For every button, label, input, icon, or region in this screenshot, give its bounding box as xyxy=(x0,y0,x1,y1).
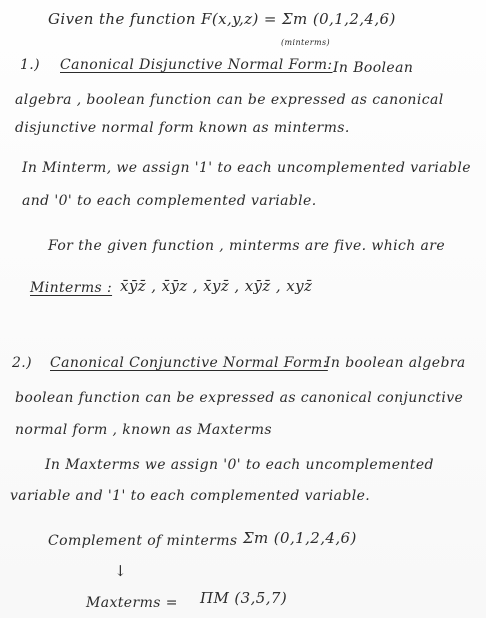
section2-line4: In Maxterms we assign '0' to each uncomplemented xyxy=(45,457,434,473)
maxterms-expr: ΠM (3,5,7) xyxy=(200,589,288,607)
down-arrow-icon: ↓ xyxy=(114,562,127,580)
minterm-4: xyz̄ xyxy=(286,277,313,295)
section1-line5: and '0' to each complemented variable. xyxy=(22,193,317,209)
section1-number: 1.) xyxy=(20,57,41,73)
section1-line3: disjunctive normal form known as minterms. xyxy=(15,120,350,136)
minterm-1: x̄ȳz xyxy=(161,277,188,295)
minterms-note: (minterms) xyxy=(281,38,331,47)
complement-text: Complement of minterms xyxy=(48,533,238,549)
section2-number: 2.) xyxy=(12,355,33,371)
function-title: Given the function F(x,y,z) = Σm (0,1,2,4,6) xyxy=(48,10,396,28)
section2-heading: Canonical Conjunctive Normal Form: xyxy=(50,355,328,371)
minterm-3: xȳz̄ xyxy=(244,277,271,295)
section1-line1-rest: In Boolean xyxy=(333,60,414,76)
section1-line4: In Minterm, we assign '1' to each uncomplemented variable xyxy=(22,160,471,176)
complement-expr: Σm (0,1,2,4,6) xyxy=(243,529,357,547)
minterms-label-text: Minterms : xyxy=(30,280,113,296)
section1-line2: algebra , boolean function can be expressed as canonical xyxy=(15,92,444,108)
section1-line6: For the given function , minterms are five. which are xyxy=(48,238,446,254)
section2-line3: normal form , known as Maxterms xyxy=(15,422,273,438)
minterms-label xyxy=(30,280,112,296)
minterms-list: x̄ȳz̄ , x̄ȳz , x̄yz̄ , xȳz̄ , xyz̄ xyxy=(120,277,313,295)
minterm-2: x̄yz̄ xyxy=(203,277,230,295)
minterm-0: x̄ȳz̄ xyxy=(120,277,147,295)
section2-line2: boolean function can be expressed as canonical conjunctive xyxy=(15,390,464,406)
maxterms-label: Maxterms = xyxy=(86,595,178,611)
section2-line1-rest: In boolean algebra xyxy=(325,355,466,371)
section2-line5: variable and '1' to each complemented variable. xyxy=(10,488,371,504)
section1-heading: Canonical Disjunctive Normal Form: xyxy=(60,57,333,73)
